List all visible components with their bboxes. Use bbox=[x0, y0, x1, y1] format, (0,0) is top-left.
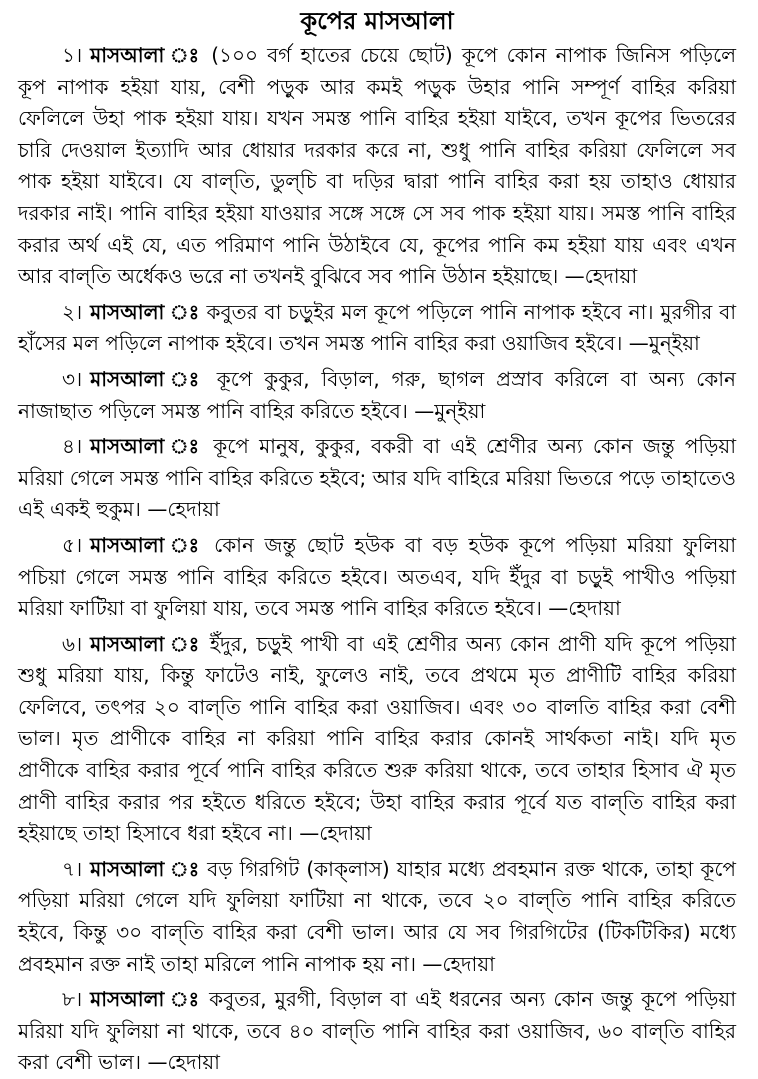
paragraph-text: কবুতর, মুরগী, বিড়াল বা এই ধরনের অন্য কোন জন্তু কূপে পড়িয়া মরিয়া যদি ফুলিয়া না থাকে, তবে ৪০ বাল্‌তি পানি বাহির করা ওয়াজিব, ৬০ বাল্‌তি বাহির করা বেশী ভাল। bbox=[18, 987, 736, 1075]
masala-paragraph bbox=[18, 854, 736, 980]
paragraph-text: (১০০ বর্গ হাতের চেয়ে ছোট) কূপে কোন নাপাক জিনিস পড়িলে কূপ নাপাক হইয়া যায়, বেশী পড়ুক আর কমই পড়ুক উহার পানি সম্পূর্ণ বাহির করিয়া ফেলিলে উহা পাক হইয়া যায়। যখন সমস্ত পানি বাহির হইয়া যাইবে, তখন কূপের ভিতরের চারি দেওয়াল ইত্যাদি আর ধোয়ার দরকার করে না, শুধু পানি বাহির করিয়া ফেলিলে সব পাক হইয়া যাইবে। যে বাল্‌তি, ডুল্‌চি বা দড়ির দ্বারা পানি বাহির করা হয় তাহাও ধোয়ার দরকার নাই। পানি বাহির হইয়া যাওয়ার সঙ্গে সঙ্গে সে সব পাক হইয়া যায়। সমস্ত পানি বাহির করার অর্থ এই যে, এত পরিমাণ পানি উঠাইবে যে, কূপের পানি কম হইয়া যায় এবং এখন আর বাল্‌তি অর্ধেকও ভরে না তখনই বুঝিবে সব পানি উঠান হইয়াছে। bbox=[18, 43, 737, 289]
paragraph-number: ১। bbox=[62, 43, 83, 67]
source-citation: —হেদায়া bbox=[147, 497, 220, 522]
masala-paragraph bbox=[18, 40, 736, 293]
paragraph-number: ৮। bbox=[62, 987, 83, 1012]
masala-label: মাসআলা ঃ bbox=[90, 366, 205, 391]
page-title: কূপের মাসআলা bbox=[300, 7, 454, 35]
paragraph-text: কোন জন্তু ছোট হউক বা বড় হউক কূপে পড়িয়া মরিয়া ফুলিয়া পচিয়া গেলে সমস্ত পানি বাহির করিতে হইবে। অতএব, যদি ইঁদুর বা চড়ুই পাখীও পড়িয়া মরিয়া ফাটিয়া বা ফুলিয়া যায়, তবে সমস্ত পানি বাহির করিতে হইবে। bbox=[18, 532, 737, 621]
source-citation: —হেদায়া bbox=[548, 596, 621, 621]
paragraph-number: ৬। bbox=[62, 631, 83, 656]
masala-label: মাসআলা ঃ bbox=[90, 299, 200, 324]
source-citation: —হেদায়া bbox=[147, 1050, 220, 1075]
masala-paragraph bbox=[18, 530, 736, 625]
masala-paragraph bbox=[18, 984, 736, 1079]
paragraph-text: কূপে কুকুর, বিড়াল, গরু, ছাগল প্রস্রাব করিলে বা অন্য কোন নাজাছাত পড়িলে সমস্ত পানি বাহির করিতে হইবে। bbox=[18, 366, 736, 423]
masala-paragraph bbox=[18, 431, 736, 526]
source-citation: —মুন্‌ইয়া bbox=[628, 331, 700, 356]
paragraph-number: ২। bbox=[62, 299, 83, 324]
source-citation: —মুন্‌ইয়া bbox=[414, 398, 486, 423]
source-citation: —হেদায়া bbox=[422, 951, 495, 976]
paragraph-text: ইঁদুর, চড়ুই পাখী বা এই শ্রেণীর অন্য কোন প্রাণী যদি কূপে পড়িয়া শুধু মরিয়া যায়, কিন্তু ফাটেও নাই, ফুলেও নাই, তবে প্রথমে মৃত প্রাণীটি বাহির করিয়া ফেলিবে, তৎপর ২০ বাল্‌তি পানি বাহির করা ওয়াজিব। এবং ৩০ বালতি বাহির করা বেশী ভাল। মৃত প্রাণীকে বাহির না করিয়া পানি বাহির করার কোনই সার্থকতা নাই। যদি মৃত প্রাণীকে বাহির করার পূর্বে পানি বাহির করিতে শুরু করিয়া থাকে, তবে তাহার হিসাব ঐ মৃত প্রাণী বাহির করার পর হইতে ধরিতে হইবে; উহা বাহির করার পূর্বে যত বাল্‌তি বাহির করা হইয়াছে তাহা হিসাবে ধরা হইবে না। bbox=[18, 631, 737, 846]
paragraph-number: ৪। bbox=[62, 434, 83, 459]
masala-label: মাসআলা ঃ bbox=[90, 43, 203, 67]
masala-label: মাসআলা ঃ bbox=[90, 434, 204, 459]
masala-label: মাসআলা ঃ bbox=[90, 987, 201, 1012]
source-citation: —হেদায়া bbox=[299, 821, 372, 846]
paragraph-text: কূপে মানুষ, কুকুর, বকরী বা এই শ্রেণীর অন্য কোন জন্তু পড়িয়া মরিয়া গেলে সমস্ত পানি বাহির করিতে হইবে; আর যদি বাহিরে মরিয়া ভিতরে পড়ে তাহাতেও এই একই হুকুম। bbox=[18, 434, 737, 522]
paragraph-number: ৭। bbox=[62, 856, 83, 881]
source-citation: —হেদায়া bbox=[564, 264, 638, 289]
paragraph-text: কবুতর বা চড়ুইর মল কূপে পড়িলে পানি নাপাক হইবে না। মুরগীর বা হাঁসের মল পড়িলে নাপাক হইবে। তখন সমস্ত পানি বাহির করা ওয়াজিব হইবে। bbox=[18, 299, 737, 356]
masala-label: মাসআলা ঃ bbox=[90, 631, 202, 656]
masala-label: মাসআলা ঃ bbox=[90, 856, 201, 881]
masala-label: মাসআলা ঃ bbox=[90, 532, 204, 557]
paragraph-number: ৩। bbox=[62, 366, 83, 391]
masala-paragraph bbox=[18, 297, 736, 360]
paragraph-number: ৫। bbox=[62, 532, 83, 557]
paragraph-text: বড় গিরগিট (কাক্‌লাস) যাহার মধ্যে প্রবহমান রক্ত থাকে, তাহা কূপে পড়িয়া মরিয়া গেলে যদি ফুলিয়া ফাটিয়া না থাকে, তবে ২০ বাল্‌তি পানি বাহির করিতে হইবে, কিন্তু ৩০ বাল্‌তি বাহির করা বেশী ভাল। আর যে সব গিরগিটের (টিকটিকির) মধ্যে প্রবহমান রক্ত নাই তাহা মরিলে পানি নাপাক হয় না। bbox=[18, 856, 737, 976]
masala-paragraph bbox=[18, 629, 736, 850]
masala-paragraph bbox=[18, 364, 736, 427]
